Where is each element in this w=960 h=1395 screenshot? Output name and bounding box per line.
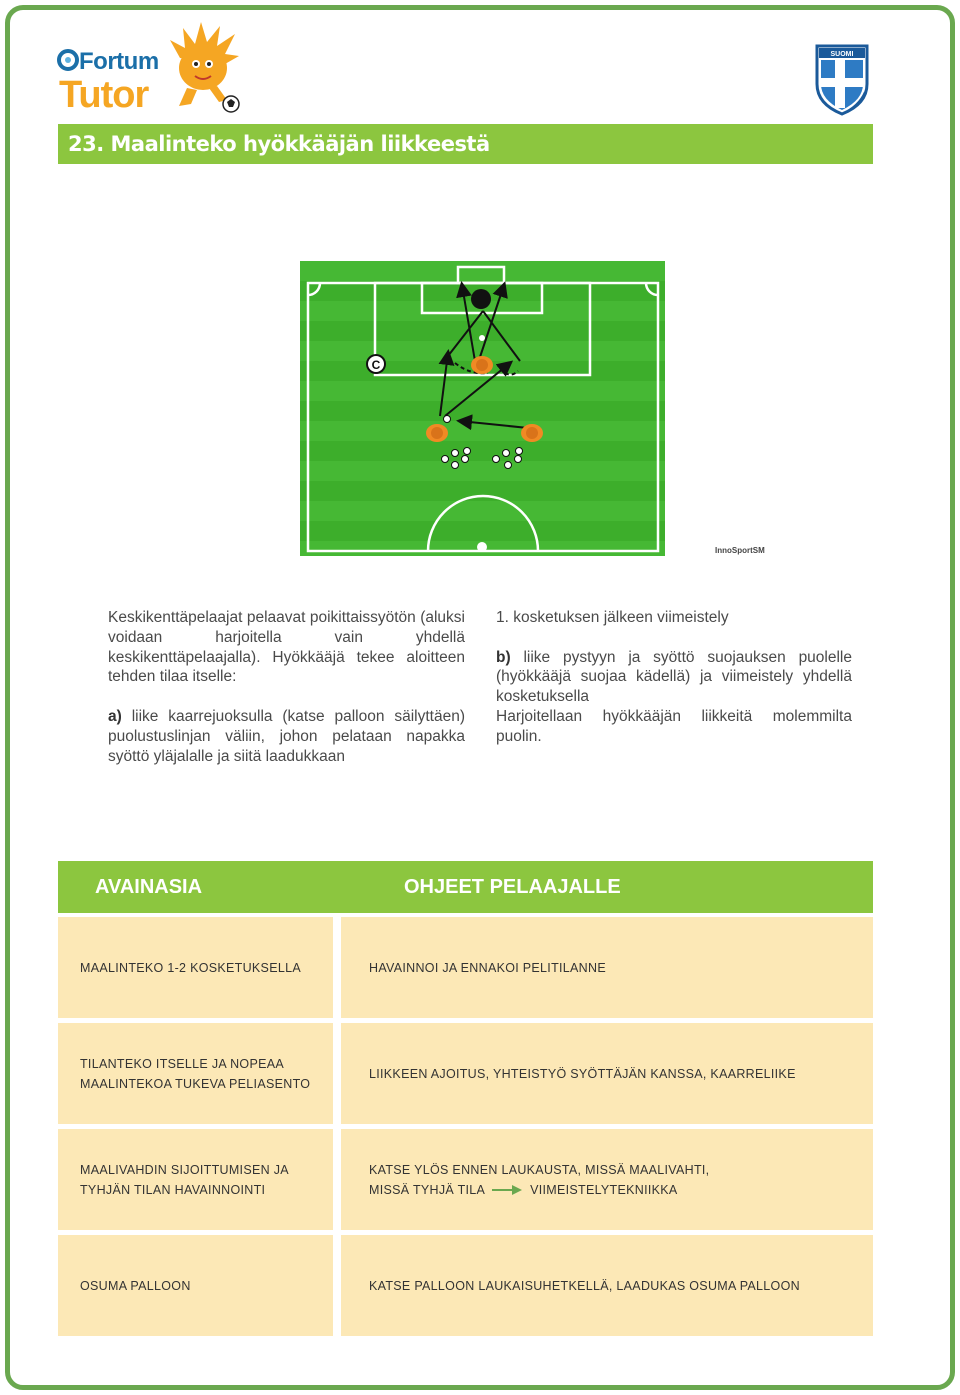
key-point-cell (58, 1129, 333, 1230)
key-point-cell (58, 917, 333, 1018)
midfielder-left-player (426, 424, 448, 442)
center-spot (477, 542, 487, 552)
key-point-text: MAALINTEKO 1-2 KOSKETUKSELLA (80, 960, 301, 975)
green-arrow-icon (492, 1185, 522, 1195)
drill-diagram (300, 261, 665, 556)
attacker-player (471, 356, 493, 374)
key-point-cell (58, 1235, 333, 1336)
key-points-heading: AVAINASIA (95, 876, 203, 898)
instruction-text: HAVAINNOI JA ENNAKOI PELITILANNE (369, 960, 606, 975)
tutor-wordmark: Tutor (59, 74, 149, 116)
instruction-text: LIIKKEEN AJOITUS, YHTEISTYÖ SYÖTTÄJÄN KANSSA, KAARRELIIKE (369, 1066, 796, 1081)
midfielder-right-player (521, 424, 543, 442)
instruction-cell (341, 1023, 873, 1124)
key-point-cell (58, 1023, 333, 1124)
option-b-label: b) (496, 648, 511, 666)
fortum-wordmark: Fortum (79, 48, 159, 75)
suomi-crest-icon (813, 42, 871, 116)
penalty-spot (479, 335, 485, 341)
key-table-row (58, 1235, 873, 1336)
innosport-credit: InnoSportSM (715, 546, 765, 555)
page-title: 23. Maalinteko hyökkääjän liikkeestä (68, 132, 490, 156)
option-a-text: liike kaarrejuoksulla (katse palloon säilyttäen) puolustuslinjan väliin, johon pelataan napakka syöttö yläjalalle ja siitä laadukkaan (108, 707, 466, 765)
description-right (496, 608, 852, 766)
description-option-b (496, 648, 852, 707)
key-point-text: OSUMA PALLOON (80, 1278, 191, 1293)
description-left (108, 608, 465, 786)
mascot-icon (165, 20, 240, 115)
key-point-text: TILANTEKO ITSELLE JA NOPEAA MAALINTEKOA TUKEVA PELIASENTO (80, 1056, 311, 1091)
instruction-line: MISSÄ TYHJÄ TILA (369, 1182, 485, 1197)
svg-text:C: C (371, 358, 381, 372)
coach-marker (366, 354, 386, 374)
key-table-row (58, 1023, 873, 1124)
description-intro: Keskikenttäpelaajat pelaavat poikittaissyötön (aluksi voidaan harjoitella vain yhdellä keskikenttäpelaajalla). Hyökkääjä tekee aloitteen tehden tilaa itselle: (108, 609, 465, 686)
key-table-row (58, 917, 873, 1018)
fortum-swirl-icon (57, 49, 79, 71)
instruction-line: VIIMEISTELYTEKNIIKKA (530, 1182, 678, 1197)
player-instructions-heading: OHJEET PELAAJALLE (404, 876, 621, 898)
instruction-line: KATSE YLÖS ENNEN LAUKAUSTA, MISSÄ MAALIVAHTI, (369, 1162, 710, 1177)
instruction-text (369, 1160, 859, 1200)
fortum-tutor-logo (57, 20, 237, 115)
goalkeeper-marker (471, 289, 491, 309)
title-bar (58, 124, 873, 164)
instruction-cell (341, 1235, 873, 1336)
key-table-header (58, 861, 873, 913)
instruction-text: KATSE PALLOON LAUKAISUHETKELLÄ, LAADUKAS OSUMA PALLOON (369, 1278, 800, 1293)
option-b-text: liike pystyyn ja syöttö suojauksen puolelle (hyökkääjä suojaa kädellä) ja viimeistely yhdellä kosketuksella (496, 648, 852, 706)
instruction-cell (341, 917, 873, 1018)
option-a-label: a) (108, 707, 122, 725)
description-continuation: 1. kosketuksen jälkeen viimeistely (496, 609, 729, 626)
key-table-row (58, 1129, 873, 1230)
key-point-text: MAALIVAHDIN SIJOITTUMISEN JA TYHJÄN TILAN HAVAINNOINTI (80, 1162, 289, 1197)
instruction-cell (341, 1129, 873, 1230)
svg-text:SUOMI: SUOMI (830, 51, 854, 58)
description-practice-note: Harjoitellaan hyökkääjän liikkeitä molemmilta puolin. (496, 707, 852, 745)
description-option-a (108, 707, 465, 766)
